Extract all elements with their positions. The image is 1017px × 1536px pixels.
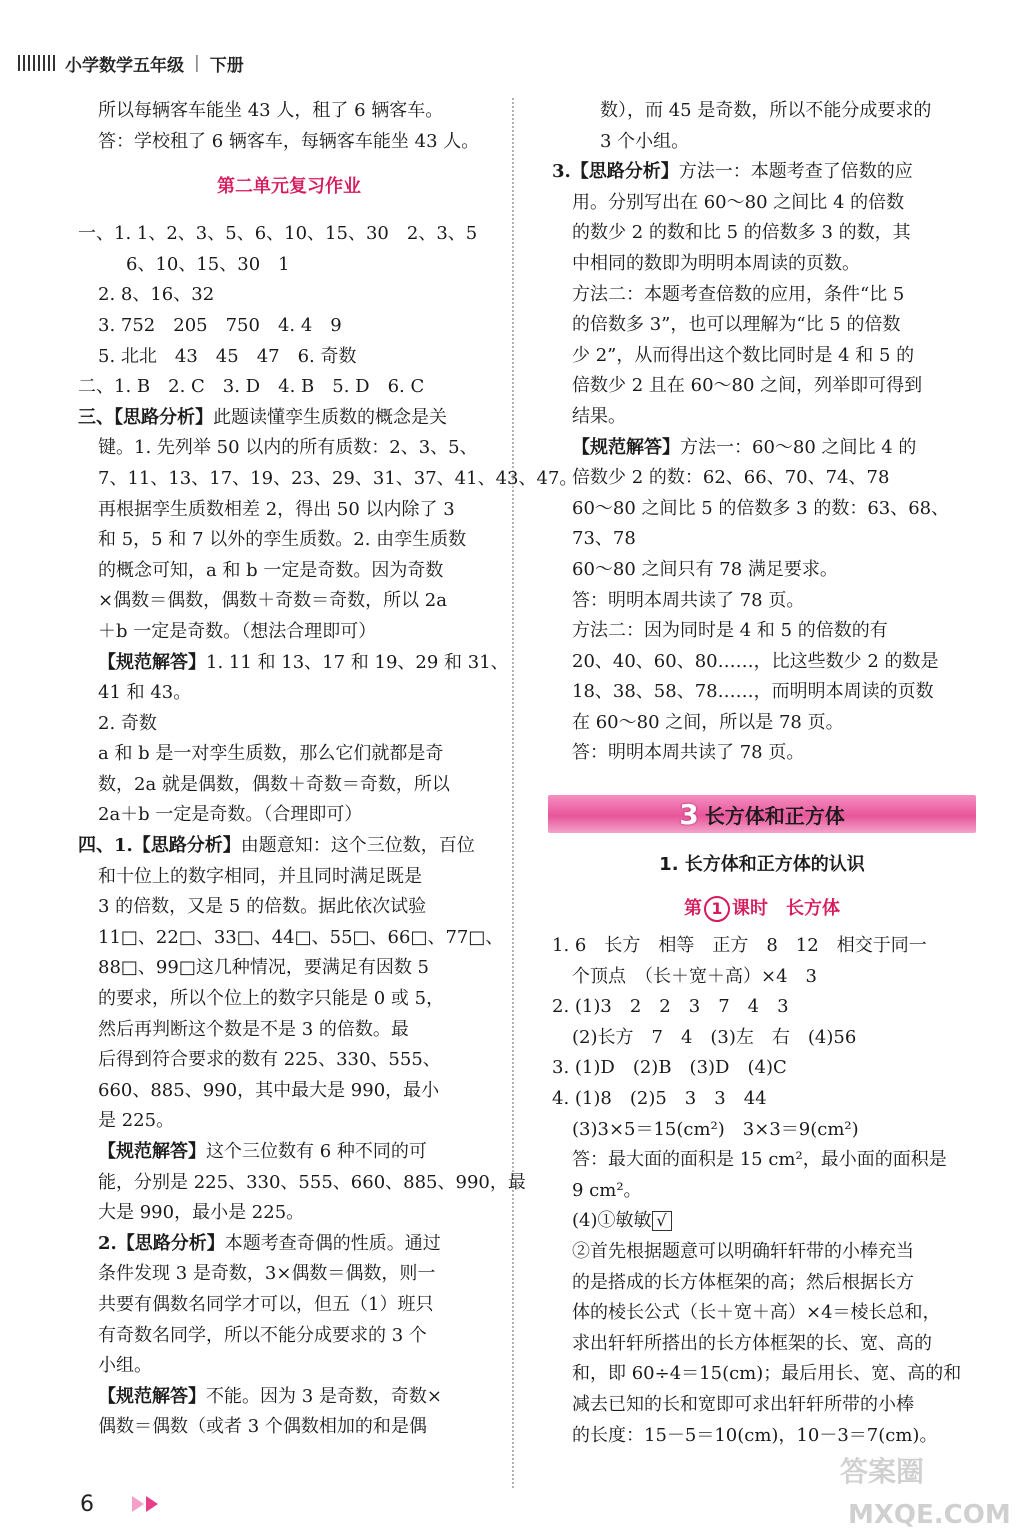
text-line: 41 和 43。 [98, 682, 192, 704]
section-title: 第二单元复习作业 [217, 176, 361, 198]
text-line: 方法二：本题考查倍数的应用，条件“比 5 [572, 283, 905, 305]
answer-line: 2. 8、16、32 [98, 284, 215, 306]
text-line: 是 225。 [98, 1110, 175, 1132]
answer-line: 5. 北北 43 45 47 6. 奇数 [98, 345, 357, 367]
lesson-prefix: 第 [684, 898, 702, 920]
text-line: 不能。因为 3 是奇数，奇数× [206, 1385, 442, 1407]
text-line: ②首先根据题意可以明确轩轩带的小棒充当 [572, 1241, 914, 1262]
text-line: 用。分别写出在 60～80 之间比 4 的倍数 [572, 191, 905, 213]
text-line: 答：明明本周共读了 78 页。 [572, 742, 805, 764]
text-line: 所以每辆客车能坐 43 人，租了 6 辆客车。 [98, 100, 444, 121]
text-line: 能，分别是 225、330、555、660、885、990，最 [98, 1171, 526, 1193]
chapter-subheading: 1. 长方体和正方体的认识 [659, 854, 865, 876]
text-line: 答：学校租了 6 辆客车，每辆客车能坐 43 人。 [98, 130, 480, 152]
text-line: 660、885、990，其中最大是 990，最小 [98, 1079, 440, 1101]
solution-tag: 【规范解答】 [572, 436, 680, 458]
answer-line: 答：最大面的面积是 15 cm²，最小面的面积是 [572, 1149, 947, 1171]
text-line: 的数少 2 的数和比 5 的倍数多 3 的数，其 [572, 222, 911, 244]
text-line: 大是 990，最小是 225。 [98, 1202, 305, 1224]
text-line: 和十位上的数字相同，并且同时满足既是 [98, 865, 422, 887]
left-column [78, 96, 578, 1443]
text-line: 在 60～80 之间，所以是 78 页。 [572, 711, 844, 733]
page-arrow-icon [132, 1496, 158, 1512]
text-line: 答：明明本周共读了 78 页。 [572, 589, 805, 611]
right-column [552, 96, 972, 1451]
text-line: 的要求，所以个位上的数字只能是 0 或 5， [98, 988, 445, 1010]
text-line: 11□、22□、33□、44□、55□、66□、77□、 [98, 926, 504, 948]
answer-line: 一、1. 1、2、3、5、6、10、15、30 2、3、5 [78, 223, 478, 245]
answer-line: 6、10、15、30 1 [126, 253, 290, 275]
text-line: 键。1. 先列举 50 以内的所有质数：2、3、5、 [98, 437, 478, 459]
text-line: 条件发现 3 是奇数，3×偶数＝偶数，则一 [98, 1263, 436, 1285]
answer-line: 1. 6 长方 相等 正方 8 12 相交于同一 [552, 935, 927, 957]
text-line: 少 2”，从而得出这个数比同时是 4 和 5 的 [572, 344, 915, 366]
text-line: 数，2a 就是偶数，偶数＋奇数＝奇数，所以 [98, 773, 450, 795]
text-line: 的是搭成的长方体框架的高；然后根据长方 [572, 1271, 914, 1293]
text-line: 再根据孪生质数相差 2，得出 50 以内除了 3 [98, 498, 455, 520]
text-line: ×偶数＝偶数，偶数＋奇数＝奇数，所以 2a [98, 590, 447, 612]
text-line: 求出轩轩所搭出的长方体框架的长、宽、高的 [572, 1332, 932, 1354]
text-line: 20、40、60、80……，比这些数少 2 的数是 [572, 650, 939, 672]
text-line: 然后再判断这个数是不是 3 的倍数。最 [98, 1018, 409, 1040]
text-line: 数），而 45 是奇数，所以不能分成要求的 [600, 100, 932, 121]
text-line: 此题读懂孪生质数的概念是关 [213, 406, 447, 428]
unit-number: 3 [679, 797, 699, 831]
text-line: 的长度：15－5＝10(cm)，10－3＝7(cm)。 [572, 1424, 938, 1446]
text-line: 共要有偶数名同学才可以，但五（1）班只 [98, 1293, 434, 1315]
text-line: 2a＋b 一定是奇数。（合理即可） [98, 804, 363, 826]
analysis-tag: 四、1.【思路分析】 [78, 835, 241, 857]
text-line: a 和 b 是一对孪生质数，那么它们就都是奇 [98, 743, 444, 765]
unit-banner [548, 795, 976, 833]
running-header [18, 50, 244, 76]
answer-line: (4)①敏敏 [572, 1210, 652, 1232]
volume-label: 下册 [209, 55, 244, 76]
text-line: 体的棱长公式（长＋宽＋高）×4＝棱长总和， [572, 1302, 941, 1324]
text-line: ＋b 一定是奇数。（想法合理即可） [98, 620, 377, 642]
text-line: 和 5，5 和 7 以外的孪生质数。2. 由孪生质数 [98, 529, 467, 551]
lesson-number-badge: 1 [704, 896, 730, 922]
analysis-tag: 3.【思路分析】 [552, 161, 679, 183]
watermark-url: MXQE.COM [848, 1500, 1011, 1530]
text-line: 方法二：因为同时是 4 和 5 的倍数的有 [572, 620, 888, 642]
text-line: 有奇数名同学，所以不能分成要求的 3 个 [98, 1324, 427, 1346]
text-line: 中相同的数即为明明本周读的页数。 [572, 252, 860, 274]
watermark-text: 答案圈 [840, 1455, 925, 1488]
text-line: 60～80 之间比 5 的倍数多 3 的数：63、68、 [572, 497, 950, 519]
analysis-tag: 三、【思路分析】 [78, 406, 213, 428]
analysis-tag: 2.【思路分析】 [98, 1232, 225, 1254]
page-number: 6 [80, 1492, 94, 1517]
solution-tag: 【规范解答】 [98, 651, 206, 673]
text-line: 小组。 [98, 1355, 152, 1377]
column-divider [512, 98, 514, 1488]
text-line: 的概念可知，a 和 b 一定是奇数。因为奇数 [98, 559, 444, 581]
checkmark-box: √ [652, 1211, 672, 1231]
text-line: 倍数少 2 且在 60～80 之间，列举即可得到 [572, 375, 923, 397]
answer-line: (2)长方 7 4 (3)左 右 (4)56 [572, 1026, 857, 1048]
text-line: 和，即 60÷4＝15(cm)；最后用长、宽、高的和 [572, 1363, 962, 1385]
text-line: 由题意知：这个三位数，百位 [240, 835, 475, 857]
solution-tag: 【规范解答】 [98, 1385, 206, 1407]
text-line: 7、11、13、17、19、23、29、31、37、41、43、47。 [98, 467, 578, 489]
book-title: 小学数学五年级 [65, 55, 184, 76]
text-line: 方法一：本题考查了倍数的应 [678, 161, 913, 183]
answer-line: 个顶点 （长＋宽＋高）×4 3 [572, 965, 817, 987]
text-line: 这个三位数有 6 种不同的可 [206, 1141, 427, 1162]
text-line: 减去已知的长和宽即可求出轩轩所带的小棒 [572, 1393, 914, 1415]
text-line: 倍数少 2 的数：62、66、70、74、78 [572, 467, 890, 489]
lesson-title: 课时 长方体 [732, 898, 840, 920]
text-line: 后得到符合要求的数有 225、330、555、 [98, 1049, 441, 1071]
text-line: 88□、99□这几种情况，要满足有因数 5 [98, 957, 429, 979]
barcode-mark [18, 55, 55, 71]
answer-line: 9 cm²。 [572, 1179, 642, 1201]
text-line: 3 个小组。 [600, 130, 690, 152]
text-line: 结果。 [572, 405, 626, 427]
text-line: 2. 奇数 [98, 712, 157, 734]
text-line: 偶数＝偶数（或者 3 个偶数相加的和是偶 [98, 1416, 427, 1438]
answer-line: 3. 752 205 750 4. 4 9 [98, 314, 342, 336]
text-line: 73、78 [572, 528, 636, 550]
answer-line: 3. (1)D (2)B (3)D (4)C [552, 1057, 787, 1079]
answer-line: (3)3×5＝15(cm²) 3×3＝9(cm²) [572, 1118, 859, 1140]
solution-tag: 【规范解答】 [98, 1141, 206, 1162]
unit-title: 长方体和正方体 [704, 803, 845, 828]
text-line: 的倍数多 3”，也可以理解为“比 5 的倍数 [572, 314, 901, 336]
header-separator: | [194, 53, 200, 73]
text-line: 3 的倍数，又是 5 的倍数。据此依次试验 [98, 896, 427, 918]
answer-line: 2. (1)3 2 2 3 7 4 3 [552, 996, 789, 1018]
answer-line: 4. (1)8 (2)5 3 3 44 [552, 1088, 767, 1110]
text-line: 60～80 之间只有 78 满足要求。 [572, 558, 838, 580]
lesson-heading [552, 887, 972, 931]
text-line: 方法一：60～80 之间比 4 的 [680, 436, 917, 458]
answer-line: 二、1. B 2. C 3. D 4. B 5. D 6. C [78, 376, 425, 398]
text-line: 1. 11 和 13、17 和 19、29 和 31、 [206, 651, 509, 673]
text-line: 18、38、58、78……，而明明本周读的页数 [572, 681, 934, 703]
text-line: 本题考查奇偶的性质。通过 [224, 1232, 441, 1254]
